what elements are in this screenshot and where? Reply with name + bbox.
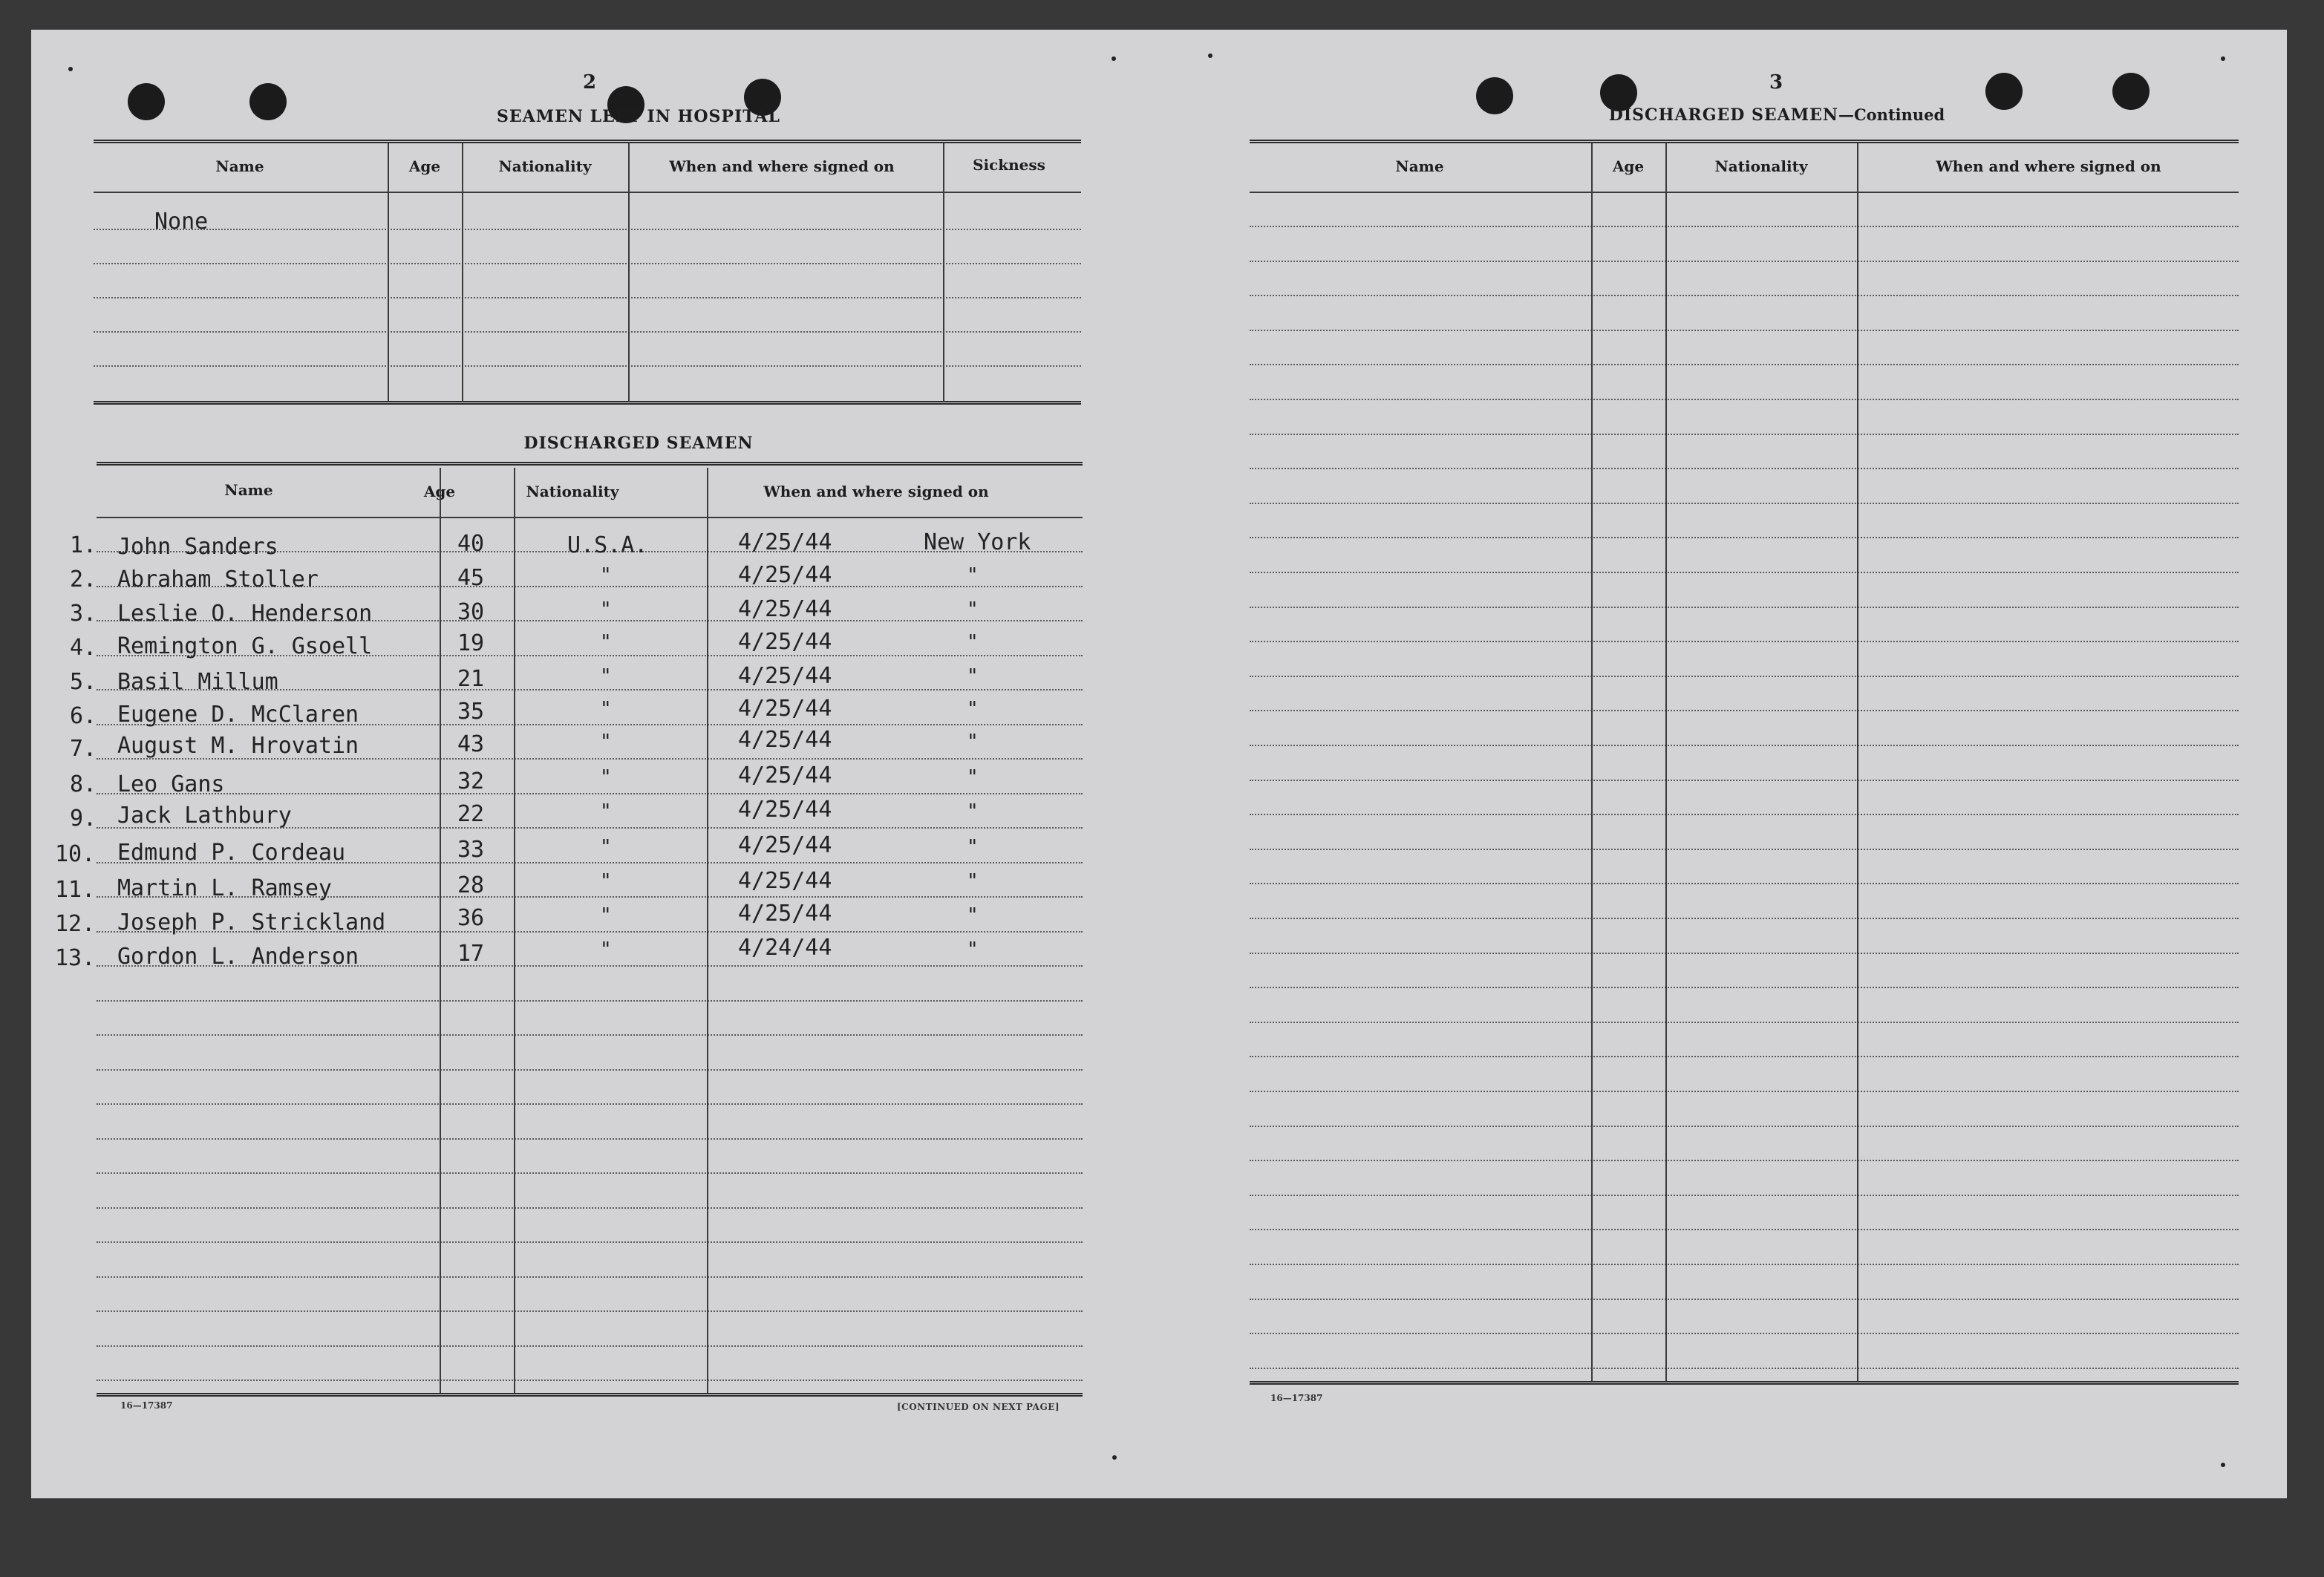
- signed-on-place: ": [967, 938, 979, 961]
- seaman-name: Edmund P. Cordeau: [117, 840, 346, 866]
- ruling-line: [1250, 849, 2239, 850]
- row-number: 10.: [55, 841, 96, 867]
- seaman-age: 22: [457, 801, 485, 827]
- ruling-line: [97, 1000, 1083, 1002]
- row-number: 2.: [70, 567, 97, 592]
- ruling-line: [97, 1241, 1083, 1243]
- ruling-line: [1250, 226, 2239, 227]
- row-number: 11.: [55, 877, 96, 903]
- row-number: 8.: [70, 771, 97, 797]
- signed-on-date: 4/25/44: [738, 529, 832, 555]
- seaman-name: Basil Millum: [117, 669, 278, 695]
- row-number: 4.: [70, 635, 97, 661]
- row-number: 6.: [70, 703, 97, 729]
- signed-on-place: ": [967, 836, 979, 858]
- signed-on-place: New York: [924, 529, 1031, 555]
- seaman-name: Leo Gans: [117, 771, 225, 797]
- scan-speck: [68, 67, 73, 71]
- ruling-line: [97, 1345, 1083, 1347]
- ruling-line: [97, 1207, 1083, 1209]
- ruling-line: [97, 1380, 1083, 1381]
- seaman-name: Jack Lathbury: [117, 803, 292, 829]
- scan-speck: [1112, 1455, 1117, 1460]
- seaman-name: Martin L. Ramsey: [117, 875, 332, 901]
- ruling-line: [1250, 641, 2239, 642]
- ruling-line: [97, 1172, 1083, 1174]
- signed-on-date: 4/24/44: [738, 935, 832, 961]
- seaman-name: John Sanders: [117, 534, 278, 560]
- ruling-line: [1250, 1195, 2239, 1196]
- signed-on-date: 4/25/44: [738, 763, 832, 788]
- signed-on-date: 4/25/44: [738, 797, 832, 823]
- seaman-nationality: ": [600, 836, 612, 858]
- hospital-entry: None: [154, 209, 209, 235]
- ruling-line: [97, 1069, 1083, 1071]
- ruling-line: [1250, 1264, 2239, 1265]
- row-number: 9.: [70, 806, 97, 832]
- seaman-nationality: ": [600, 564, 612, 587]
- seaman-age: 17: [457, 941, 485, 967]
- seaman-age: 19: [457, 630, 485, 656]
- ruling-line: [1250, 1229, 2239, 1230]
- ruling-line: [1250, 1091, 2239, 1092]
- signed-on-place: ": [967, 665, 979, 688]
- seaman-nationality: ": [600, 631, 612, 653]
- seaman-name: Eugene D. McClaren: [117, 702, 359, 728]
- ruling-line: [1250, 295, 2239, 296]
- ruling-line: [1250, 987, 2239, 988]
- punch-hole: [249, 83, 287, 120]
- seaman-age: 33: [457, 837, 485, 863]
- signed-on-date: 4/25/44: [738, 868, 832, 894]
- header-nationality: Nationality: [498, 157, 592, 175]
- seaman-nationality: ": [600, 665, 612, 688]
- ruling-line: [1250, 1056, 2239, 1057]
- ruling-line: [1250, 537, 2239, 538]
- ruling-line: [1250, 399, 2239, 400]
- signed-on-date: 4/25/44: [738, 696, 832, 722]
- ruling-line: [97, 1276, 1083, 1278]
- punch-hole: [128, 83, 165, 120]
- scan-speck: [2221, 56, 2225, 61]
- signed-on-place: ": [967, 870, 979, 892]
- continued-note: [CONTINUED ON NEXT PAGE]: [897, 1402, 1060, 1412]
- seaman-name: Remington G. Gsoell: [117, 633, 373, 659]
- signed-on-date: 4/25/44: [738, 596, 832, 622]
- seaman-name: Abraham Stoller: [117, 567, 319, 592]
- ruling-line: [1250, 434, 2239, 435]
- seaman-name: August M. Hrovatin: [117, 733, 359, 759]
- ruling-line: [1250, 261, 2239, 262]
- ruling-line: [1250, 814, 2239, 815]
- header-name: Name: [215, 157, 264, 175]
- signed-on-place: ": [967, 800, 979, 823]
- row-number: 13.: [55, 945, 96, 971]
- signed-on-date: 4/25/44: [738, 629, 832, 655]
- page-number: 2: [582, 71, 597, 94]
- seaman-nationality: ": [600, 904, 612, 927]
- signed-on-place: ": [967, 631, 979, 653]
- header-age: Age: [423, 483, 456, 500]
- discharged-continued-title: [1554, 105, 2000, 125]
- seaman-age: 40: [457, 531, 485, 557]
- header-nationality: Nationality: [526, 483, 619, 500]
- row-number: 3.: [70, 601, 97, 627]
- seaman-age: 28: [457, 872, 485, 898]
- scan-speck: [2221, 1463, 2225, 1467]
- seaman-age: 30: [457, 599, 485, 625]
- seaman-nationality: ": [600, 800, 612, 823]
- signed-on-place: ": [967, 698, 979, 720]
- punch-hole: [1985, 73, 2023, 110]
- header-name: Name: [224, 481, 273, 499]
- ruling-line: [1250, 676, 2239, 677]
- signed-on-place: ": [967, 904, 979, 927]
- header-age: Age: [408, 157, 441, 175]
- hospital-section-title: SEAMEN LEFT IN HOSPITAL: [497, 107, 780, 126]
- seaman-nationality: ": [600, 731, 612, 753]
- signed-on-place: ": [967, 731, 979, 753]
- seaman-nationality: U.S.A.: [567, 532, 648, 558]
- ruling-line: [1250, 364, 2239, 365]
- ruling-line: [1250, 1333, 2239, 1334]
- signed-on-date: 4/25/44: [738, 832, 832, 858]
- discharged-section-title: DISCHARGED SEAMEN: [523, 434, 754, 453]
- ruling-line: [97, 1034, 1083, 1036]
- ruling-line: [1250, 918, 2239, 919]
- seaman-age: 35: [457, 699, 485, 725]
- ruling-line: [97, 1103, 1083, 1105]
- punch-hole: [1476, 77, 1513, 114]
- ruling-line: [1250, 607, 2239, 608]
- ruling-line: [1250, 710, 2239, 711]
- signed-on-place: ": [967, 766, 979, 788]
- header-when-where: When and where signed on: [763, 483, 989, 500]
- ruling-line: [1250, 1368, 2239, 1369]
- seaman-name: Gordon L. Anderson: [117, 944, 359, 970]
- ruling-line: [97, 793, 1083, 794]
- seaman-nationality: ": [600, 938, 612, 961]
- row-number: 7.: [70, 736, 97, 762]
- title-main: DISCHARGED SEAMEN: [1608, 105, 1838, 125]
- scan-speck: [1112, 56, 1116, 61]
- signed-on-place: ": [967, 564, 979, 587]
- row-number: 1.: [70, 532, 97, 558]
- ruling-line: [1250, 780, 2239, 781]
- seaman-nationality: ": [600, 870, 612, 892]
- ruling-line: [1250, 1126, 2239, 1127]
- seaman-nationality: ": [600, 766, 612, 788]
- ruling-line: [97, 1310, 1083, 1312]
- seaman-name: Joseph P. Strickland: [117, 910, 386, 936]
- seaman-age: 45: [457, 565, 485, 591]
- seaman-nationality: ": [600, 698, 612, 720]
- ruling-line: [1250, 572, 2239, 573]
- ruling-line: [1250, 953, 2239, 954]
- document-spread: [31, 30, 2287, 1498]
- header-when-where: When and where signed on: [1936, 157, 2161, 175]
- seaman-age: 43: [457, 731, 485, 757]
- header-name: Name: [1395, 157, 1444, 175]
- ruling-line: [1250, 1160, 2239, 1161]
- row-number: 12.: [55, 911, 96, 937]
- signed-on-date: 4/25/44: [738, 901, 832, 927]
- page-number: 3: [1769, 71, 1783, 94]
- ruling-line: [1250, 1022, 2239, 1023]
- scan-speck: [1208, 53, 1212, 58]
- seaman-name: Leslie O. Henderson: [117, 601, 373, 627]
- right-page: [1159, 30, 2287, 1498]
- ruling-line: [97, 1138, 1083, 1140]
- form-number: 16—17387: [120, 1400, 173, 1411]
- punch-hole: [2112, 73, 2150, 110]
- ruling-line: [1250, 1299, 2239, 1300]
- seaman-age: 21: [457, 666, 485, 692]
- seaman-age: 36: [457, 905, 485, 931]
- header-age: Age: [1612, 157, 1645, 175]
- ruling-line: [1250, 745, 2239, 746]
- signed-on-date: 4/25/44: [738, 562, 832, 588]
- signed-on-place: ": [967, 598, 979, 621]
- seaman-age: 32: [457, 768, 485, 794]
- ruling-line: [1250, 468, 2239, 469]
- signed-on-date: 4/25/44: [738, 727, 832, 753]
- title-suffix: —Continued: [1838, 105, 1945, 124]
- header-sickness: Sickness: [973, 156, 1045, 174]
- signed-on-date: 4/25/44: [738, 663, 832, 689]
- header-when-where: When and where signed on: [669, 157, 895, 175]
- seaman-nationality: ": [600, 598, 612, 621]
- ruling-line: [1250, 503, 2239, 504]
- left-page: [31, 30, 1159, 1498]
- row-number: 5.: [70, 669, 97, 695]
- ruling-line: [1250, 883, 2239, 884]
- ruling-line: [1250, 330, 2239, 331]
- header-nationality: Nationality: [1714, 157, 1808, 175]
- form-number: 16—17387: [1270, 1393, 1323, 1403]
